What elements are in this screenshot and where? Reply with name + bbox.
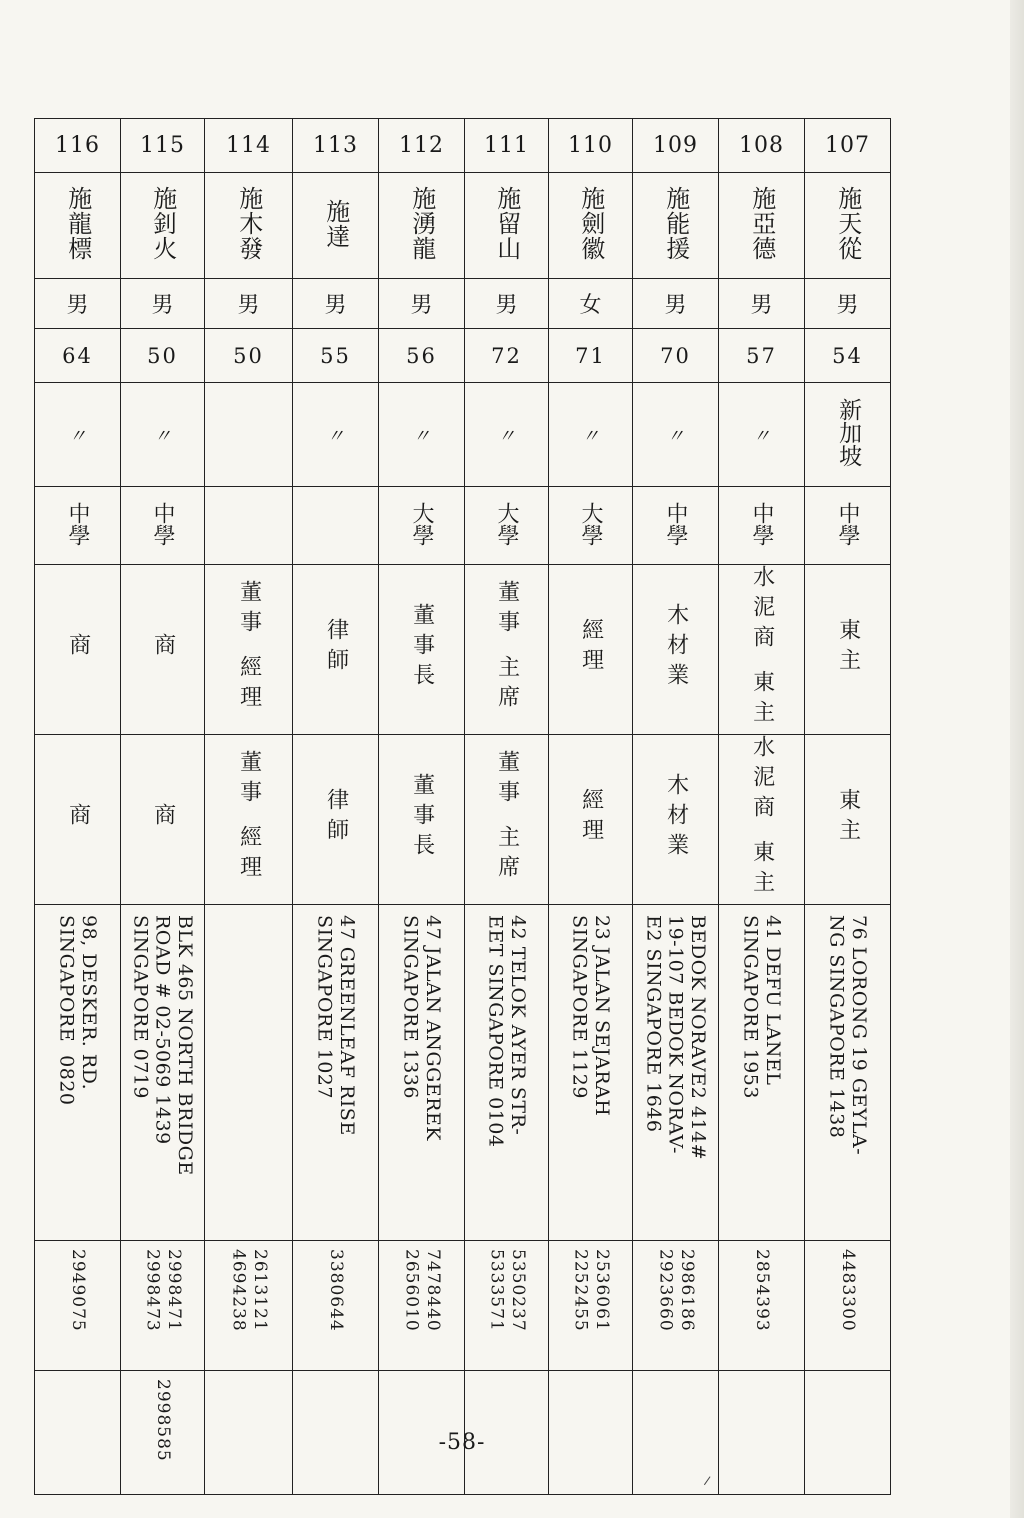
address-cell <box>465 905 549 1241</box>
sex-cell <box>549 279 633 329</box>
id-cell <box>379 119 465 173</box>
member-sex: 男 <box>151 293 174 318</box>
phone-cell <box>205 1241 293 1371</box>
member-phone-extra: 2998585 <box>153 1379 174 1462</box>
phone-cell <box>379 1241 465 1371</box>
member-education: 大學 <box>578 501 604 546</box>
member-occupation-repeat: 商 <box>150 802 176 833</box>
occupation-cell <box>465 565 549 735</box>
member-occupation-repeat: 商 <box>65 802 91 833</box>
member-origin: 〃 <box>68 425 87 447</box>
member-occupation-repeat: 東主 <box>835 787 861 848</box>
member-address: 47 GREENLEAF RISE SINGAPORE 1027 <box>313 915 358 1136</box>
member-origin: 〃 <box>326 425 345 447</box>
member-sex: 男 <box>750 293 773 318</box>
row-name <box>35 173 891 279</box>
phone-cell <box>805 1241 891 1371</box>
row-sex <box>35 279 891 329</box>
member-age: 50 <box>147 343 178 368</box>
row-phone <box>35 1241 891 1371</box>
member-name: 施留山 <box>492 186 521 261</box>
member-origin: 〃 <box>666 425 685 447</box>
member-sex: 男 <box>836 293 859 318</box>
page-number: -58- <box>438 1430 486 1455</box>
occupation2-cell <box>805 735 891 905</box>
sex-cell <box>121 279 205 329</box>
member-id: 116 <box>55 133 100 158</box>
occupation-cell <box>35 565 121 735</box>
origin-cell <box>549 383 633 487</box>
address-cell <box>205 905 293 1241</box>
member-age: 56 <box>406 343 437 368</box>
education-cell <box>549 487 633 565</box>
member-name: 施木發 <box>234 186 263 261</box>
age-cell <box>293 329 379 383</box>
occupation2-cell <box>35 735 121 905</box>
member-occupation: 經理 <box>578 617 604 678</box>
member-occupation-repeat: 律師 <box>323 787 349 848</box>
occupation-cell <box>633 565 719 735</box>
education-cell <box>35 487 121 565</box>
sex-cell <box>379 279 465 329</box>
phone-cell <box>465 1241 549 1371</box>
member-address: 76 LORONG 19 GEYLA- NG SINGAPORE 1438 <box>825 915 870 1156</box>
phone-cell <box>633 1241 719 1371</box>
member-phone: 2986186 2923660 <box>655 1249 697 1332</box>
member-origin: 〃 <box>153 425 172 447</box>
occupation-cell <box>379 565 465 735</box>
member-name: 施能援 <box>661 186 690 261</box>
member-age: 64 <box>62 343 93 368</box>
name-cell <box>121 173 205 279</box>
name-cell <box>719 173 805 279</box>
education-cell <box>293 487 379 565</box>
sex-cell <box>205 279 293 329</box>
origin-cell <box>121 383 205 487</box>
member-id: 107 <box>825 133 870 158</box>
member-age: 50 <box>233 343 264 368</box>
row-occupation <box>35 565 891 735</box>
name-cell <box>633 173 719 279</box>
row-id <box>35 119 891 173</box>
member-origin: 〃 <box>752 425 771 447</box>
education-cell <box>121 487 205 565</box>
education-cell <box>633 487 719 565</box>
occupation2-cell <box>719 735 805 905</box>
education-cell <box>379 487 465 565</box>
member-age: 70 <box>660 343 691 368</box>
education-cell <box>205 487 293 565</box>
member-occupation-repeat: 董事 主席 <box>494 750 520 885</box>
member-name: 施龍標 <box>63 186 92 261</box>
age-cell <box>465 329 549 383</box>
education-cell <box>805 487 891 565</box>
origin-cell <box>35 383 121 487</box>
id-cell <box>293 119 379 173</box>
member-occupation-repeat: 董事 經理 <box>236 750 262 885</box>
sex-cell <box>633 279 719 329</box>
member-education: 中學 <box>835 501 861 546</box>
member-address: 98, DESKER. RD. SINGAPORE 0820 <box>55 915 100 1106</box>
age-cell <box>633 329 719 383</box>
address-cell <box>549 905 633 1241</box>
occupation2-cell <box>121 735 205 905</box>
member-education: 中學 <box>150 501 176 546</box>
phone-cell <box>121 1241 205 1371</box>
address-cell <box>121 905 205 1241</box>
row-education <box>35 487 891 565</box>
address-cell <box>805 905 891 1241</box>
member-occupation: 木材業 <box>663 602 689 693</box>
member-occupation: 商 <box>150 632 176 663</box>
member-id: 111 <box>484 133 529 158</box>
row-address <box>35 905 891 1241</box>
member-phone: 2854393 <box>752 1249 773 1332</box>
member-id: 108 <box>739 133 784 158</box>
member-origin: 〃 <box>412 425 431 447</box>
member-occupation: 東主 <box>835 617 861 678</box>
age-cell <box>719 329 805 383</box>
id-cell <box>465 119 549 173</box>
row-age <box>35 329 891 383</box>
name-cell <box>465 173 549 279</box>
member-age: 54 <box>832 343 863 368</box>
member-name: 施亞德 <box>747 186 776 261</box>
occupation2-cell <box>205 735 293 905</box>
member-occupation: 商 <box>65 632 91 663</box>
address-cell <box>633 905 719 1241</box>
member-education: 中學 <box>663 501 689 546</box>
age-cell <box>549 329 633 383</box>
member-id: 109 <box>653 133 698 158</box>
id-cell <box>35 119 121 173</box>
occupation2-cell <box>465 735 549 905</box>
sex-cell <box>805 279 891 329</box>
phone-cell <box>293 1241 379 1371</box>
member-sex: 男 <box>237 293 260 318</box>
member-phone: 2536061 2252455 <box>570 1249 612 1332</box>
age-cell <box>205 329 293 383</box>
page-edge <box>1010 0 1024 1518</box>
member-origin: 〃 <box>497 425 516 447</box>
member-education: 大學 <box>494 501 520 546</box>
member-phone: 2949075 <box>68 1249 89 1332</box>
member-sex: 男 <box>66 293 89 318</box>
member-name: 施湧龍 <box>407 186 436 261</box>
origin-cell <box>633 383 719 487</box>
occupation-cell <box>121 565 205 735</box>
education-cell <box>465 487 549 565</box>
name-cell <box>379 173 465 279</box>
member-address: BEDOK NORAVE2 414# 19-107 BEDOK NORAV- E2 SINGAPORE 1646 <box>642 915 710 1161</box>
member-age: 72 <box>491 343 522 368</box>
occupation2-cell <box>549 735 633 905</box>
occupation-cell <box>719 565 805 735</box>
member-register-table <box>34 118 891 1495</box>
member-occupation: 律師 <box>323 617 349 678</box>
address-cell <box>379 905 465 1241</box>
member-phone: 2613121 4694238 <box>228 1249 270 1332</box>
address-cell <box>293 905 379 1241</box>
phone-cell <box>549 1241 633 1371</box>
member-occupation-repeat: 董事長 <box>409 772 435 863</box>
occupation-cell <box>205 565 293 735</box>
sex-cell <box>719 279 805 329</box>
origin-cell <box>293 383 379 487</box>
member-id: 115 <box>140 133 185 158</box>
sex-cell <box>35 279 121 329</box>
member-sex: 男 <box>495 293 518 318</box>
id-cell <box>205 119 293 173</box>
member-occupation-repeat: 水泥商 東主 <box>749 735 775 900</box>
sex-cell <box>465 279 549 329</box>
member-occupation: 水泥商 東主 <box>749 565 775 730</box>
member-address: 23 JALAN SEJARAH SINGAPORE 1129 <box>568 915 613 1117</box>
member-origin: 〃 <box>581 425 600 447</box>
row-origin <box>35 383 891 487</box>
member-education: 中學 <box>65 501 91 546</box>
member-age: 71 <box>575 343 606 368</box>
member-occupation-repeat: 經理 <box>578 787 604 848</box>
occupation2-cell <box>379 735 465 905</box>
member-address: BLK 465 NORTH BRIDGE ROAD # 02-5069 1439 SINGAPORE 0719 <box>129 915 197 1176</box>
member-phone: 4483300 <box>838 1249 859 1332</box>
member-occupation: 董事長 <box>409 602 435 693</box>
name-cell <box>293 173 379 279</box>
member-id: 114 <box>226 133 271 158</box>
member-address: 47 JALAN ANGGEREK SINGAPORE 1336 <box>399 915 444 1141</box>
member-phone: 2998471 2998473 <box>142 1249 184 1332</box>
occupation2-cell <box>293 735 379 905</box>
member-sex: 女 <box>579 293 602 318</box>
origin-cell <box>465 383 549 487</box>
name-cell <box>805 173 891 279</box>
phone-cell <box>35 1241 121 1371</box>
member-occupation: 董事 主席 <box>494 580 520 715</box>
education-cell <box>719 487 805 565</box>
occupation-cell <box>293 565 379 735</box>
member-origin: 新加坡 <box>835 398 862 467</box>
age-cell <box>35 329 121 383</box>
member-name: 施天從 <box>833 186 862 261</box>
occupation2-cell <box>633 735 719 905</box>
occupation-cell <box>805 565 891 735</box>
member-sex: 男 <box>664 293 687 318</box>
member-occupation: 董事 經理 <box>236 580 262 715</box>
occupation-cell <box>549 565 633 735</box>
origin-cell <box>719 383 805 487</box>
origin-cell <box>205 383 293 487</box>
row-occupation-repeat <box>35 735 891 905</box>
member-sex: 男 <box>410 293 433 318</box>
id-cell <box>549 119 633 173</box>
member-age: 55 <box>320 343 351 368</box>
origin-cell <box>379 383 465 487</box>
id-cell <box>805 119 891 173</box>
phone-cell <box>719 1241 805 1371</box>
member-name: 施釗火 <box>148 186 177 261</box>
member-phone: 5350237 5333571 <box>486 1249 528 1332</box>
name-cell <box>549 173 633 279</box>
member-id: 112 <box>399 133 444 158</box>
member-id: 110 <box>568 133 613 158</box>
member-education: 中學 <box>749 501 775 546</box>
id-cell <box>633 119 719 173</box>
age-cell <box>805 329 891 383</box>
address-cell <box>35 905 121 1241</box>
member-address: 42 TELOK AYER STR- EET SINGAPORE 0104 <box>484 915 529 1148</box>
age-cell <box>121 329 205 383</box>
member-address: 41 DEFU LANEL SINGAPORE 1953 <box>739 915 784 1099</box>
address-cell <box>719 905 805 1241</box>
id-cell <box>121 119 205 173</box>
age-cell <box>379 329 465 383</box>
origin-cell <box>805 383 891 487</box>
member-occupation-repeat: 木材業 <box>663 772 689 863</box>
name-cell <box>205 173 293 279</box>
member-id: 113 <box>313 133 358 158</box>
id-cell <box>719 119 805 173</box>
member-name: 施達 <box>321 198 350 249</box>
member-phone: 7478440 2656010 <box>401 1249 443 1332</box>
member-name: 施劍徽 <box>576 186 605 261</box>
member-education: 大學 <box>409 501 435 546</box>
sex-cell <box>293 279 379 329</box>
member-age: 57 <box>746 343 777 368</box>
member-sex: 男 <box>324 293 347 318</box>
member-phone: 3380644 <box>326 1249 347 1332</box>
name-cell <box>35 173 121 279</box>
